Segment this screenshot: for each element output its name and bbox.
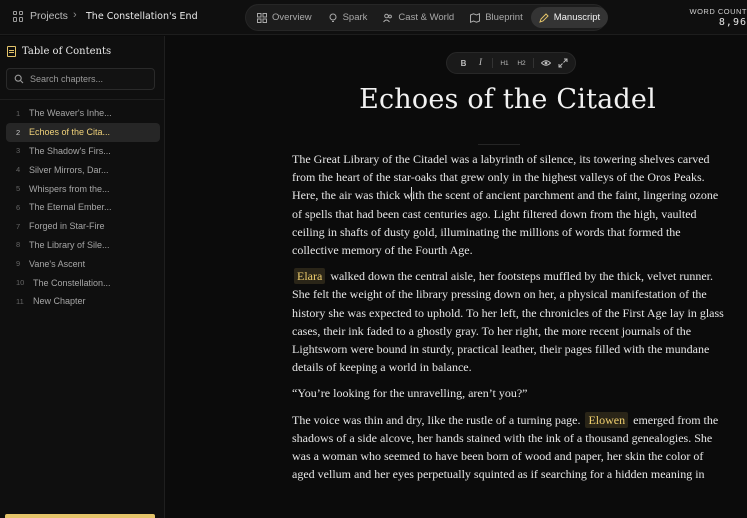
search-icon <box>14 74 24 84</box>
document-icon <box>7 46 16 57</box>
manuscript-editor <box>166 36 747 518</box>
manuscript-text[interactable] <box>292 150 727 491</box>
paragraph <box>292 411 727 484</box>
chapter-title: The Weaver's Inhe... <box>29 108 112 119</box>
chapter-title: Whispers from the... <box>29 183 110 194</box>
chapter-item[interactable] <box>6 273 160 292</box>
tab-spark-label: Spark <box>342 12 368 23</box>
character-tag[interactable]: Elara <box>294 268 325 284</box>
chapter-title: Echoes of the Cita... <box>29 127 111 138</box>
chapter-item[interactable] <box>6 160 160 179</box>
breadcrumb-separator: › <box>73 9 77 21</box>
character-tag[interactable]: Elowen <box>585 412 628 428</box>
fullscreen-button[interactable] <box>554 58 571 68</box>
paragraph <box>292 384 727 402</box>
view-tabs <box>245 4 607 31</box>
chapter-title: The Eternal Ember... <box>29 202 112 213</box>
tab-cast-world[interactable] <box>375 7 462 28</box>
pen-icon <box>539 13 549 23</box>
grid-icon <box>257 13 267 23</box>
paragraph-text: The Great Library of the Citadel was a labyrinth of silence, its towering shelves carved from the heart of the star-oaks that grew only in the highest valleys of the Oros Peaks. Here, the air was thick w <box>292 152 710 203</box>
paragraph-text: The voice was thin and dry, like the rustle of a turning page. <box>292 412 581 427</box>
chapter-title: Forged in Star-Fire <box>29 221 105 232</box>
chapter-number: 9 <box>16 259 21 269</box>
chapter-item[interactable] <box>6 104 160 123</box>
top-bar <box>0 0 747 35</box>
chapter-heading[interactable]: Echoes of the Citadel <box>359 84 656 115</box>
toc-heading-label: Table of Contents <box>22 46 112 57</box>
chapter-number: 5 <box>16 184 21 194</box>
chapter-number: 6 <box>16 202 21 212</box>
tab-blueprint[interactable] <box>462 7 531 28</box>
chapter-number: 3 <box>16 146 21 156</box>
formatting-toolbar <box>446 52 576 74</box>
chapter-number: 4 <box>16 165 21 175</box>
chapter-item[interactable] <box>6 142 160 161</box>
heading2-button[interactable]: H2 <box>517 59 526 67</box>
chapter-number: 1 <box>16 108 21 118</box>
projects-label: Projects <box>30 10 68 22</box>
chapter-item[interactable] <box>6 198 160 217</box>
tab-overview[interactable] <box>249 7 320 28</box>
chapter-list <box>6 104 160 311</box>
chapter-title: New Chapter <box>33 296 86 307</box>
chapter-number: 11 <box>16 296 24 306</box>
chapter-title: Silver Mirrors, Dar... <box>29 164 109 175</box>
expand-icon <box>558 58 568 68</box>
paragraph-text: emerged from the shadows of a side alcove, her hands stained with the ink of a thousand genealogies. She was a woman who seemed to have been born of wood and paper, her skin the color of aged vellum and her eyes perpetually squinted as if searching for a hidden meaning in <box>292 412 719 482</box>
grid-icon <box>13 11 24 22</box>
word-count-label: WORD COUNT <box>689 7 747 16</box>
italic-button[interactable]: I <box>478 58 483 68</box>
search-input[interactable] <box>30 74 145 84</box>
eye-icon <box>541 58 551 68</box>
tab-blueprint-label: Blueprint <box>485 12 523 23</box>
tab-manuscript-label: Manuscript <box>553 12 601 23</box>
sidebar-divider <box>0 99 165 100</box>
paragraph-text: “You’re looking for the unravelling, aren’t you?” <box>292 386 528 401</box>
chapter-number: 10 <box>16 278 25 288</box>
lightbulb-icon <box>328 13 338 23</box>
paragraph-text: walked down the central aisle, her footsteps muffled by the thick, velvet runner. She felt the weight of the library pressing down on her, a physical manifestation of the history she was expected to uphold. To her left, the chronicles of the First Age lay in glass cases, their ink faded to a ghostly gray. To her right, the more recent journals of the Lightsworn were bound in sturdy, practical leather, their pages filled with the mundane details of keeping a world in balance. <box>292 269 724 375</box>
add-chapter-button[interactable] <box>5 514 155 518</box>
chapter-item[interactable] <box>6 292 160 311</box>
toolbar-divider <box>533 58 534 68</box>
toc-heading <box>7 46 111 57</box>
chapter-item[interactable] <box>6 254 160 273</box>
chapter-title: The Library of Sile... <box>29 239 110 250</box>
chapter-item[interactable] <box>6 179 160 198</box>
chapter-number: 2 <box>16 127 21 137</box>
paragraph-text: ith the scent of ancient parchment and the faint, lingering ozone of spells that had been cast centuries ago. Light filtered down from the high, vaulted ceiling in shafts of dusty gold, illuminating the millions of words that formed the collective memory of the Fourth Age. <box>292 188 719 258</box>
chapter-item[interactable] <box>6 236 160 255</box>
users-icon <box>383 13 393 23</box>
chapter-number: 8 <box>16 240 21 250</box>
paragraph <box>292 267 727 376</box>
preview-button[interactable] <box>537 58 554 68</box>
tab-manuscript[interactable] <box>531 7 608 28</box>
tab-cast-world-label: Cast & World <box>398 12 455 23</box>
sidebar <box>0 36 165 518</box>
chapter-item-active[interactable] <box>6 123 160 142</box>
chapter-number: 7 <box>16 221 21 231</box>
title-divider <box>478 144 520 145</box>
heading1-button[interactable]: H1 <box>500 59 509 67</box>
projects-link[interactable] <box>13 10 68 22</box>
map-icon <box>470 13 480 23</box>
book-title[interactable]: The Constellation's End <box>86 11 198 22</box>
chapter-search[interactable] <box>6 68 155 90</box>
chapter-title: Vane's Ascent <box>29 258 86 269</box>
chapter-title: The Constellation... <box>33 277 111 288</box>
tab-spark[interactable] <box>320 7 376 28</box>
chapter-title: The Shadow's Firs... <box>29 145 111 156</box>
toolbar-divider <box>492 58 493 68</box>
bold-button[interactable]: B <box>460 58 467 68</box>
tab-overview-label: Overview <box>272 12 312 23</box>
chapter-item[interactable] <box>6 217 160 236</box>
paragraph <box>292 150 727 259</box>
word-count-value: 8,96 <box>718 17 747 28</box>
